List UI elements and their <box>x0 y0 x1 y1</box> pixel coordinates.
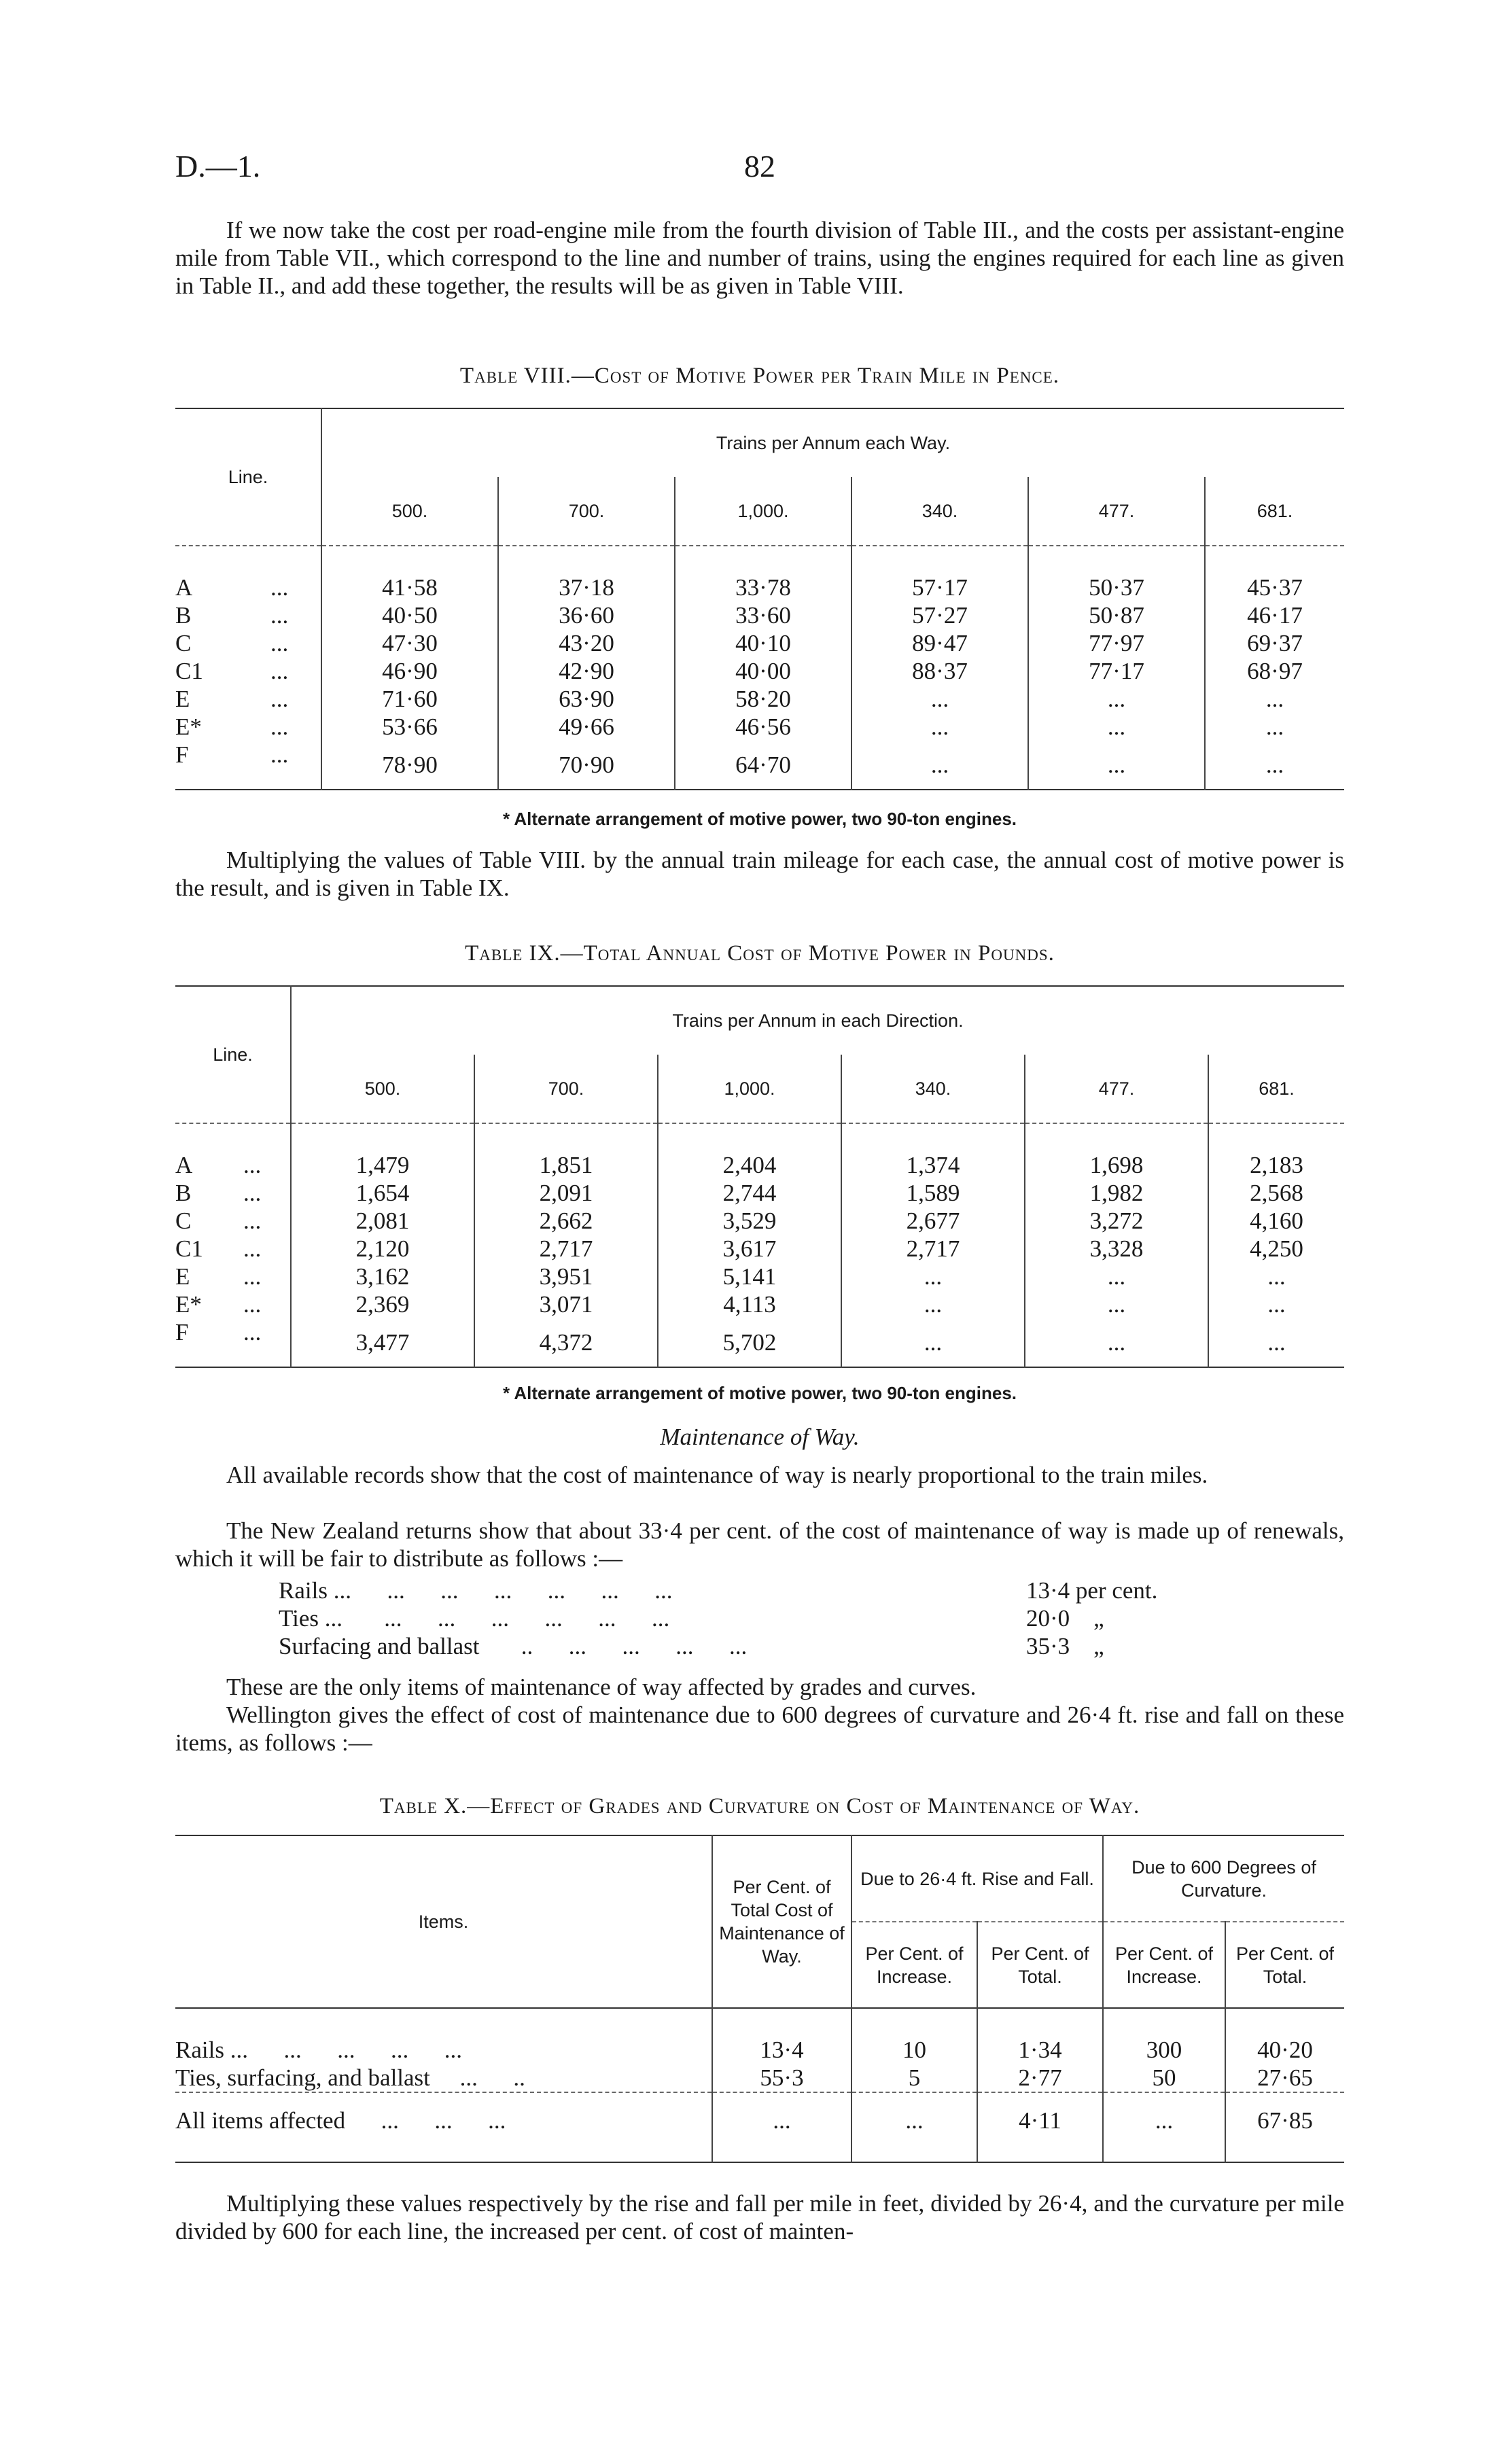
table9-value-cell: 2,717 <box>474 1235 658 1263</box>
table8-row-label <box>175 657 321 685</box>
table9-value-cell: 4,160 <box>1208 1207 1344 1235</box>
table8-value-cell: 40·10 <box>675 629 851 657</box>
table8-line-name: E <box>175 685 190 712</box>
table9-line-name: E <box>175 1263 190 1290</box>
table10-caption: Table X.—Effect of Grades and Curvature on Cost of Maintenance of Way. <box>379 1794 1140 1818</box>
table9-value-cell: 2,183 <box>1208 1123 1344 1179</box>
table8-line-name: E* <box>175 713 202 740</box>
table8-line-dots: ... <box>270 685 289 712</box>
table10 <box>175 1835 1344 2163</box>
table10-value-cell: 1·34 <box>977 2008 1103 2064</box>
table9-value-cell: 5,702 <box>658 1318 841 1367</box>
table9-value-cell: 2,677 <box>841 1207 1025 1235</box>
table9-line-name: F <box>175 1318 189 1345</box>
table8-row <box>175 685 1344 713</box>
table10-item-name: All items affected ... ... ... <box>175 2107 506 2134</box>
table9-value-cell: 1,982 <box>1025 1179 1208 1207</box>
table8-caption: Table VIII.—Cost of Motive Power per Train Mile in Pence. <box>459 364 1060 388</box>
table9-value-cell: 3,617 <box>658 1235 841 1263</box>
table9-value-cell: 5,141 <box>658 1263 841 1290</box>
table9-row-label <box>175 1263 291 1290</box>
table8-line-header: Line. <box>228 466 268 487</box>
table10-value-cell: 300 <box>1103 2008 1225 2064</box>
table8-line-dots: ... <box>270 574 289 601</box>
table8-line-dots: ... <box>270 713 289 740</box>
table9-value-cell: ... <box>1025 1318 1208 1367</box>
page-header <box>175 148 1344 189</box>
closing-paragraph: Multiplying these values respectively by the rise and fall per mile in feet, divided by 26·4, and the curvature per mile divided by 600 for each line, the increased per cent. of cost of mainten- <box>175 2190 1344 2245</box>
table9-value-cell: 2,568 <box>1208 1179 1344 1207</box>
table8-value-cell: 36·60 <box>498 601 675 629</box>
table8-value-cell: 50·37 <box>1028 546 1205 601</box>
table8-value-cell: 33·78 <box>675 546 851 601</box>
between-tables-paragraph: Multiplying the values of Table VIII. by the annual train mileage for each case, the annual cost of motive power is the result, and is given in Table IX. <box>175 847 1344 901</box>
table8-value-cell: 53·66 <box>321 713 498 741</box>
table10-curv-increase-header: Per Cent. of Increase. <box>1103 1922 1225 2008</box>
intro-paragraph: If we now take the cost per road-engine mile from the fourth division of Table III., and the costs per assistant-engine mile from Table VII., which correspond to the line and number of trains, using the engines required for each line as given in Table II., and add these together, the results will be as given in Table VIII. <box>175 217 1344 299</box>
table9-row <box>175 1207 1344 1235</box>
maintenance-paragraph-2: The New Zealand returns show that about 33·4 per cent. of the cost of maintenance of way is made up of renewals, which it will be fair to distribute as follows :— <box>175 1517 1344 1572</box>
table9-value-cell: 2,091 <box>474 1179 658 1207</box>
table9-value-cell: 4,250 <box>1208 1235 1344 1263</box>
table8-row <box>175 713 1344 741</box>
table8-value-cell: ... <box>1205 685 1344 713</box>
table8-group-header: Trains per Annum each Way. <box>321 408 1344 477</box>
table9-value-cell: 2,662 <box>474 1207 658 1235</box>
table10-value-cell: 4·11 <box>977 2092 1103 2162</box>
table10-rise-total-header: Per Cent. of Total. <box>977 1922 1103 2008</box>
table9-value-cell: 2,404 <box>658 1123 841 1179</box>
table10-value-cell: ... <box>1103 2092 1225 2162</box>
table8-value-cell: 47·30 <box>321 629 498 657</box>
table9-row <box>175 1235 1344 1263</box>
table8-value-cell: ... <box>1028 685 1205 713</box>
document-code: D.—1. <box>175 149 261 183</box>
table8-value-cell: ... <box>851 741 1028 790</box>
table9-line-dots: ... <box>243 1263 262 1290</box>
table9-value-cell: 4,372 <box>474 1318 658 1367</box>
renewal-item-name: Surfacing and ballast .. ... ... ... ... <box>279 1633 748 1659</box>
table8-value-cell: 40·50 <box>321 601 498 629</box>
maintenance-paragraph-1: All available records show that the cost of maintenance of way is nearly proportional to the train miles. <box>226 1462 1208 1488</box>
table8-value-cell: 68·97 <box>1205 657 1344 685</box>
table8-value-cell: 46·17 <box>1205 601 1344 629</box>
table9-value-cell: ... <box>841 1318 1025 1367</box>
table10-row <box>175 2092 1344 2162</box>
table10-value-cell: 40·20 <box>1225 2008 1344 2064</box>
table10-row <box>175 2008 1344 2064</box>
table8-row-label <box>175 629 321 657</box>
table8-value-cell: 69·37 <box>1205 629 1344 657</box>
table8-value-cell: 46·56 <box>675 713 851 741</box>
renewal-item <box>279 1632 1244 1660</box>
table9-line-name: C1 <box>175 1235 203 1262</box>
table8-row-label <box>175 713 321 741</box>
renewal-item <box>279 1577 1244 1604</box>
table8-line-name: C1 <box>175 657 203 684</box>
table8-value-cell: ... <box>851 685 1028 713</box>
table8-value-cell: 40·00 <box>675 657 851 685</box>
table8-line-dots: ... <box>270 741 289 768</box>
table8-value-cell: 89·47 <box>851 629 1028 657</box>
table9-value-cell: 1,698 <box>1025 1123 1208 1179</box>
table8-row-label <box>175 685 321 713</box>
table9-row <box>175 1263 1344 1290</box>
table10-value-cell: ... <box>851 2092 977 2162</box>
table9-value-cell: 4,113 <box>658 1290 841 1318</box>
table9-column-header: 1,000. <box>658 1055 841 1123</box>
table8-row <box>175 741 1344 790</box>
table8-value-cell: 57·17 <box>851 546 1028 601</box>
maintenance-heading: Maintenance of Way. <box>660 1424 860 1450</box>
table9-row-label <box>175 1290 291 1318</box>
table10-value-cell: 50 <box>1103 2064 1225 2092</box>
table10-curvature-header: Due to 600 Degrees of Curvature. <box>1103 1835 1344 1922</box>
table8-line-dots: ... <box>270 629 289 656</box>
table8-row <box>175 657 1344 685</box>
table9-row-label <box>175 1235 291 1263</box>
table10-item-name: Ties, surfacing, and ballast ... .. <box>175 2064 525 2091</box>
table8-line-name: B <box>175 601 192 629</box>
table8-row-label <box>175 601 321 629</box>
table8-value-cell: ... <box>1205 713 1344 741</box>
table9-value-cell: 2,120 <box>291 1235 474 1263</box>
table9-value-cell: ... <box>841 1290 1025 1318</box>
table9-value-cell: ... <box>1208 1318 1344 1367</box>
table9-column-header: 681. <box>1208 1055 1344 1123</box>
table8-row <box>175 629 1344 657</box>
table8-column-header: 340. <box>851 477 1028 546</box>
table10-pct-total-header: Per Cent. of Total Cost of Maintenance of Way. <box>712 1835 851 2008</box>
table8-column-header: 477. <box>1028 477 1205 546</box>
renewal-item-value: 13·4 per cent. <box>1026 1577 1158 1604</box>
table8-line-name: A <box>175 574 193 601</box>
table8-value-cell: 37·18 <box>498 546 675 601</box>
maintenance-paragraph-4: Wellington gives the effect of cost of maintenance due to 600 degrees of curvature and 26·4 ft. rise and fall on these items, as follows :— <box>175 1702 1344 1756</box>
table9-row <box>175 1123 1344 1179</box>
table9-column-header: 477. <box>1025 1055 1208 1123</box>
table9-line-name: A <box>175 1151 193 1178</box>
table8-value-cell: 77·17 <box>1028 657 1205 685</box>
table10-item-name: Rails ... ... ... ... ... <box>175 2036 462 2063</box>
table10-value-cell: 5 <box>851 2064 977 2092</box>
table9-value-cell: 1,589 <box>841 1179 1025 1207</box>
renewal-item-value: 20·0 „ <box>1026 1605 1104 1632</box>
table9-row-label <box>175 1179 291 1207</box>
table8-value-cell: 43·20 <box>498 629 675 657</box>
table8-column-header: 1,000. <box>675 477 851 546</box>
table9-row-label <box>175 1207 291 1235</box>
table10-value-cell: 13·4 <box>712 2008 851 2064</box>
table9-value-cell: 1,654 <box>291 1179 474 1207</box>
table8-line-dots: ... <box>270 657 289 684</box>
table9-value-cell: 3,477 <box>291 1318 474 1367</box>
table9-group-header: Trains per Annum in each Direction. <box>291 986 1344 1055</box>
table9 <box>175 985 1344 1368</box>
renewals-list <box>279 1577 1244 1660</box>
table8-row <box>175 546 1344 601</box>
table10-value-cell: ... <box>712 2092 851 2162</box>
table8-line-dots: ... <box>270 601 289 629</box>
renewal-item-value: 35·3 „ <box>1026 1633 1104 1659</box>
maintenance-paragraph-3: These are the only items of maintenance of way affected by grades and curves. <box>226 1674 977 1700</box>
table8-line-name: F <box>175 741 189 768</box>
table9-line-dots: ... <box>243 1151 262 1178</box>
table8-value-cell: ... <box>1028 713 1205 741</box>
table9-line-dots: ... <box>243 1207 262 1234</box>
table9-value-cell: 1,851 <box>474 1123 658 1179</box>
table8-value-cell: 71·60 <box>321 685 498 713</box>
table10-value-cell: 67·85 <box>1225 2092 1344 2162</box>
table10-items-header: Items. <box>418 1911 469 1932</box>
table9-line-dots: ... <box>243 1235 262 1262</box>
table8-value-cell: ... <box>1028 741 1205 790</box>
table9-column-header: 700. <box>474 1055 658 1123</box>
table9-line-dots: ... <box>243 1290 262 1318</box>
table9-value-cell: ... <box>1208 1263 1344 1290</box>
table9-value-cell: 2,369 <box>291 1290 474 1318</box>
table8-column-header: 700. <box>498 477 675 546</box>
table9-value-cell: ... <box>1208 1290 1344 1318</box>
table8-row <box>175 601 1344 629</box>
table8-value-cell: 41·58 <box>321 546 498 601</box>
table10-value-cell: 55·3 <box>712 2064 851 2092</box>
table10-curv-total-header: Per Cent. of Total. <box>1225 1922 1344 2008</box>
table8-value-cell: ... <box>1205 741 1344 790</box>
table10-rise-increase-header: Per Cent. of Increase. <box>851 1922 977 2008</box>
table9-line-name: B <box>175 1179 192 1206</box>
table10-row <box>175 2064 1344 2092</box>
table9-value-cell: 3,951 <box>474 1263 658 1290</box>
table8-row-label <box>175 741 321 790</box>
table8-value-cell: 78·90 <box>321 741 498 790</box>
renewal-item <box>279 1604 1244 1632</box>
table8-value-cell: 63·90 <box>498 685 675 713</box>
table9-row-label <box>175 1318 291 1367</box>
table9-row-label <box>175 1123 291 1179</box>
table10-value-cell: 2·77 <box>977 2064 1103 2092</box>
table9-value-cell: ... <box>841 1263 1025 1290</box>
table9-line-header: Line. <box>213 1044 253 1065</box>
table8-value-cell: 64·70 <box>675 741 851 790</box>
table8-value-cell: 50·87 <box>1028 601 1205 629</box>
table8-value-cell: 77·97 <box>1028 629 1205 657</box>
table9-caption: Table IX.—Total Annual Cost of Motive Power in Pounds. <box>465 941 1055 966</box>
page-number: 82 <box>744 149 775 183</box>
table9-value-cell: 3,529 <box>658 1207 841 1235</box>
table9-value-cell: 1,374 <box>841 1123 1025 1179</box>
renewal-item-name: Rails ... ... ... ... ... ... ... <box>279 1577 673 1604</box>
table8-column-header: 681. <box>1205 477 1344 546</box>
table9-value-cell: 3,071 <box>474 1290 658 1318</box>
table8-value-cell: 49·66 <box>498 713 675 741</box>
table9-column-header: 500. <box>291 1055 474 1123</box>
table9-value-cell: ... <box>1025 1263 1208 1290</box>
table9-value-cell: 2,744 <box>658 1179 841 1207</box>
table8-value-cell: 70·90 <box>498 741 675 790</box>
table8-value-cell: 46·90 <box>321 657 498 685</box>
table8-value-cell: ... <box>851 713 1028 741</box>
table9-footnote: * Alternate arrangement of motive power, two 90-ton engines. <box>502 1383 1017 1403</box>
table9-value-cell: ... <box>1025 1290 1208 1318</box>
table9-value-cell: 1,479 <box>291 1123 474 1179</box>
table10-rise-header: Due to 26·4 ft. Rise and Fall. <box>851 1835 1103 1922</box>
table9-value-cell: 3,328 <box>1025 1235 1208 1263</box>
table9-line-dots: ... <box>243 1318 262 1345</box>
table8-value-cell: 57·27 <box>851 601 1028 629</box>
table9-row <box>175 1318 1344 1367</box>
table9-value-cell: 2,081 <box>291 1207 474 1235</box>
table9-row <box>175 1179 1344 1207</box>
renewal-item-name: Ties ... ... ... ... ... ... ... <box>279 1605 670 1632</box>
table9-value-cell: 3,272 <box>1025 1207 1208 1235</box>
table9-column-header: 340. <box>841 1055 1025 1123</box>
table10-value-cell: 10 <box>851 2008 977 2064</box>
table8-value-cell: 88·37 <box>851 657 1028 685</box>
table8-value-cell: 58·20 <box>675 685 851 713</box>
table8-line-name: C <box>175 629 192 656</box>
table9-line-name: C <box>175 1207 192 1234</box>
table8-value-cell: 45·37 <box>1205 546 1344 601</box>
table8-row-label <box>175 546 321 601</box>
table9-row <box>175 1290 1344 1318</box>
table9-line-name: E* <box>175 1290 202 1318</box>
table9-line-dots: ... <box>243 1179 262 1206</box>
table9-value-cell: 2,717 <box>841 1235 1025 1263</box>
table8-value-cell: 33·60 <box>675 601 851 629</box>
table8-value-cell: 42·90 <box>498 657 675 685</box>
table8-column-header: 500. <box>321 477 498 546</box>
table8-footnote: * Alternate arrangement of motive power, two 90-ton engines. <box>502 809 1017 829</box>
table10-value-cell: 27·65 <box>1225 2064 1344 2092</box>
table9-value-cell: 3,162 <box>291 1263 474 1290</box>
table8 <box>175 408 1344 790</box>
